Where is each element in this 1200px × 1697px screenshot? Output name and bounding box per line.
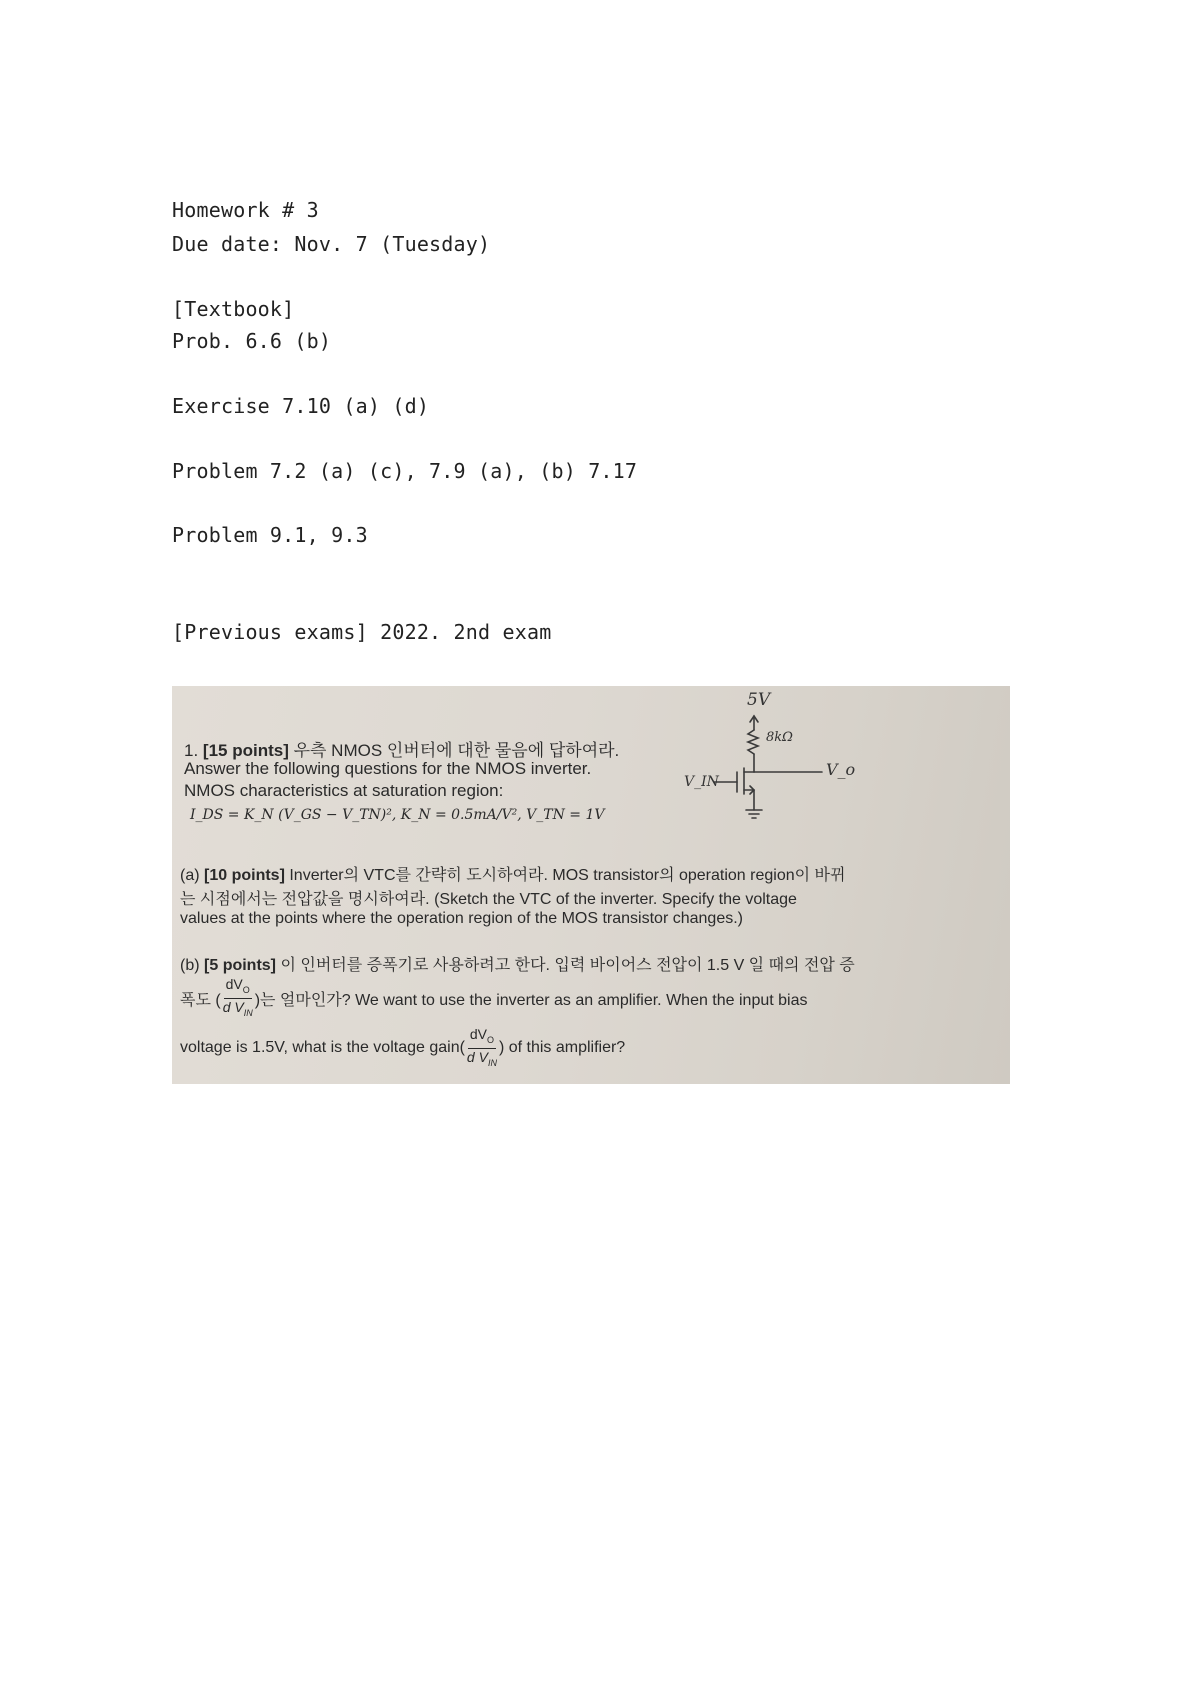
homework-title: Homework # 3: [172, 198, 319, 222]
vdd-label: 5V: [747, 690, 771, 710]
previous-exams-line: [Previous exams] 2022. 2nd exam: [172, 620, 552, 644]
qb-text-3-post: ) of this amplifier?: [498, 1039, 626, 1057]
qa-line-2: 는 시점에서는 전압값을 명시하여라. (Sketch the VTC of the inverter. Specify the voltage: [180, 891, 797, 908]
qb-label: (b): [180, 957, 200, 974]
qa-text-1: Inverter의 VTC를 간략히 도시하여라. MOS transistor의 operation region이 바뀌: [289, 867, 846, 884]
q1-equation: I_DS = K_N (V_GS − V_TN)², K_N = 0.5mA/V², V_TN = 1V: [190, 807, 605, 823]
frac-num-sub: O: [242, 984, 250, 995]
resistor-zigzag: [748, 730, 758, 754]
vin-label: V_IN: [684, 774, 719, 790]
qb-line-2: [180, 976, 808, 1021]
frac-den: d V: [222, 998, 244, 1015]
vout-label: V_o: [826, 760, 856, 779]
q1-korean: 우측 NMOS 인버터에 대한 물음에 답하여라.: [293, 741, 620, 760]
problem-9-line: Problem 9.1, 9.3: [172, 523, 368, 547]
qb-line-1: [180, 952, 855, 975]
q1-points: [15 points]: [202, 741, 289, 760]
qa-line-3: values at the points where the operation region of the MOS transistor changes.): [180, 910, 743, 927]
qb-text-2-post: )는 얼마인가? We want to use the inverter as an amplifier. When the input bias: [254, 991, 808, 1009]
frac-den-sub: IN: [487, 1057, 497, 1068]
qa-line-1: [180, 862, 845, 885]
qb-points: [5 points]: [204, 957, 277, 974]
q1-characteristics: NMOS characteristics at saturation region:: [184, 781, 504, 800]
q1-header: [184, 736, 619, 761]
frac-den-sub: IN: [243, 1007, 253, 1018]
gain-fraction-1: [223, 976, 253, 1021]
qb-line-3: [180, 1026, 625, 1071]
q1-number: 1.: [184, 741, 199, 760]
nmos-inverter-circuit: [692, 686, 892, 846]
frac-num: dV: [225, 976, 243, 992]
qa-label: (a): [180, 867, 200, 884]
qb-text-3-pre: voltage is 1.5V, what is the voltage gain(: [180, 1039, 465, 1057]
frac-num-sub: O: [486, 1034, 494, 1045]
problem-7-line: Problem 7.2 (a) (c), 7.9 (a), (b) 7.17: [172, 459, 638, 483]
exam-photo: [172, 686, 1010, 1084]
frac-num: dV: [469, 1026, 487, 1042]
due-date: Due date: Nov. 7 (Tuesday): [172, 232, 491, 256]
exercise-line: Exercise 7.10 (a) (d): [172, 394, 430, 418]
resistor-label: 8kΩ: [766, 730, 793, 745]
qb-text-1: 이 인버터를 증폭기로 사용하려고 한다. 입력 바이어스 전압이 1.5 V 일 때의 전압 증: [280, 957, 855, 974]
gain-fraction-2: [467, 1026, 497, 1071]
qb-text-2-pre: 폭도 (: [180, 991, 221, 1009]
prob-66: Prob. 6.6 (b): [172, 329, 332, 353]
frac-den: d V: [466, 1048, 488, 1065]
qa-points: [10 points]: [204, 867, 285, 884]
textbook-header: [Textbook]: [172, 297, 295, 321]
q1-english: Answer the following questions for the NMOS inverter.: [184, 759, 592, 778]
